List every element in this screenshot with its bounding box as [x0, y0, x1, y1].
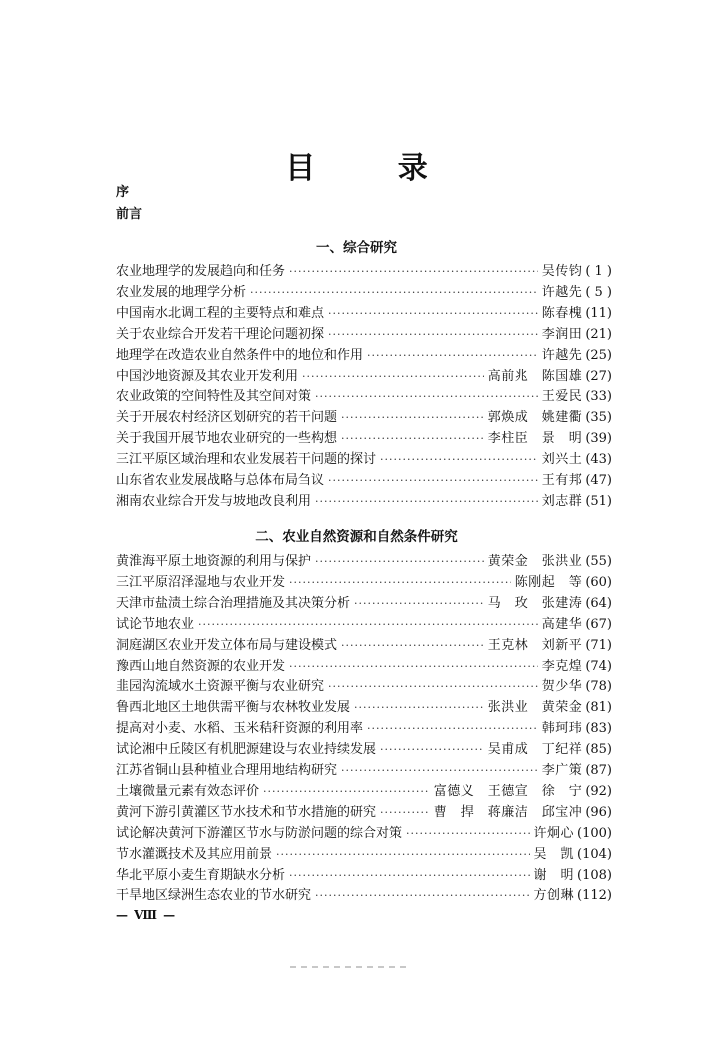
entry-page: (25) [585, 347, 612, 363]
entry-authors: 许越先 [541, 347, 583, 363]
entry-authors: 曹 捍 蒋廉洁 邱宝冲 [433, 804, 583, 820]
entry-page: (92) [585, 783, 612, 799]
entry-authors: 王有邦 [541, 473, 583, 488]
toc-entry [116, 698, 612, 717]
entry-authors: 马 玫 张建涛 [487, 595, 583, 611]
entry-page: ( 1 ) [585, 264, 612, 279]
entry-authors: 刘志群 [541, 493, 583, 509]
entry-page: (64) [585, 595, 612, 611]
entry-title: 农业发展的地理学分析 [116, 284, 247, 300]
entry-authors: 谢 明 [533, 867, 575, 883]
toc-entry [116, 824, 612, 843]
entry-title: 节水灌溉技术及其应用前景 [116, 846, 273, 862]
toc-entry [116, 594, 612, 613]
dot-leader [341, 408, 484, 427]
entry-page: (39) [585, 431, 612, 447]
entry-title: 提高对小麦、水稻、玉米秸秆资源的利用率 [116, 721, 364, 737]
entry-page: (100) [577, 825, 612, 841]
toc-entry [116, 886, 612, 905]
entry-authors: 韩珂玮 [541, 721, 583, 737]
entry-page: (87) [585, 763, 612, 778]
dot-leader [406, 824, 530, 843]
page-number: — Ⅷ — [116, 908, 177, 922]
entry-title: 农业政策的空间特性及其空间对策 [116, 389, 312, 405]
entry-page: (112) [577, 888, 612, 904]
entry-authors: 李润田 [541, 326, 583, 342]
entry-title: 农业地理学的发展趋向和任务 [116, 264, 286, 279]
entry-authors: 高前兆 陈国雄 [487, 368, 583, 384]
dot-leader [263, 782, 430, 801]
entry-page: (67) [585, 616, 612, 632]
entry-authors: 高建华 [541, 616, 583, 632]
scan-artifact [290, 966, 410, 968]
entry-title: 湘南农业综合开发与坡地改良利用 [116, 493, 312, 509]
dot-leader [367, 719, 538, 738]
dot-leader [289, 573, 511, 592]
entry-authors: 富德义 王德宣 徐 宁 [433, 783, 583, 799]
entry-authors: 黄荣金 张洪业 [487, 554, 583, 569]
entry-authors: 李克煌 [541, 658, 583, 674]
entry-page: (51) [585, 493, 612, 509]
entry-title: 洞庭湖区农业开发立体布局与建设模式 [116, 637, 338, 653]
dot-leader [354, 698, 484, 717]
toc-entry [116, 450, 612, 469]
entry-authors: 陈刚起 等 [514, 574, 583, 590]
entry-authors: 吴传钧 [541, 264, 583, 279]
toc-entry [116, 492, 612, 511]
entry-title: 中国沙地资源及其农业开发利用 [116, 368, 299, 384]
dot-leader [289, 657, 538, 676]
entry-authors: 刘兴土 [541, 452, 583, 468]
dot-leader [315, 492, 538, 511]
entry-authors: 李柱臣 景 明 [487, 431, 583, 447]
toc-entry [116, 615, 612, 634]
entry-title: 试论节地农业 [116, 616, 195, 632]
page-title: 目 录 [285, 151, 464, 186]
entry-page: (108) [577, 867, 612, 883]
entry-page: (27) [585, 368, 612, 384]
dot-leader [328, 304, 538, 323]
entry-title: 黄河下游引黄灌区节水技术和节水措施的研究 [116, 804, 377, 820]
dot-leader [289, 262, 538, 281]
toc-entry [116, 283, 612, 302]
dot-leader [341, 636, 484, 655]
toc-entry [116, 636, 612, 655]
toc-entry [116, 304, 612, 323]
front-matter-foreword: 前言 [116, 207, 143, 222]
toc-entry [116, 346, 612, 365]
dot-leader [328, 677, 538, 696]
entry-title: 中国南水北调工程的主要特点和难点 [116, 305, 325, 321]
toc-entry [116, 471, 612, 490]
dot-leader [380, 450, 538, 469]
entry-authors: 许越先 [541, 284, 583, 300]
entry-authors: 陈春槐 [541, 305, 583, 321]
entry-title: 江苏省铜山县种植业合理用地结构研究 [116, 763, 338, 778]
entry-title: 关于农业综合开发若干理论问题初探 [116, 326, 325, 342]
dot-leader [315, 552, 484, 571]
entry-title: 关于我国开展节地农业研究的一些构想 [116, 431, 338, 447]
entry-title: 三江平原沼泽湿地与农业开发 [116, 574, 286, 590]
entry-page: (60) [585, 574, 612, 590]
entry-title: 土壤微量元素有效态评价 [116, 783, 260, 799]
entry-authors: 贺少华 [541, 679, 583, 695]
entry-page: ( 5 ) [585, 284, 612, 300]
entry-page: (78) [585, 679, 612, 695]
dot-leader [289, 866, 530, 885]
dot-leader [276, 845, 530, 864]
toc-entry [116, 782, 612, 801]
dot-leader [250, 283, 538, 302]
entry-title: 韭园沟流域水土资源平衡与农业研究 [116, 679, 325, 695]
dot-leader [315, 387, 538, 406]
entry-authors: 郭焕成 姚建衢 [487, 410, 583, 426]
entry-authors: 吴 凯 [533, 846, 575, 862]
entry-title: 地理学在改造农业自然条件中的地位和作用 [116, 347, 364, 363]
toc-entry [116, 573, 612, 592]
toc-entry [116, 429, 612, 448]
entry-authors: 王克林 刘新平 [487, 637, 583, 653]
entry-page: (85) [585, 742, 612, 758]
entry-authors: 张洪业 黄荣金 [487, 700, 583, 716]
toc-entry [116, 761, 612, 780]
section-heading: 二、农业自然资源和自然条件研究 [255, 529, 458, 545]
dot-leader [380, 740, 484, 759]
dot-leader [328, 471, 538, 490]
dot-leader [302, 367, 484, 386]
dot-leader [315, 886, 530, 905]
dot-leader [341, 429, 484, 448]
entry-title: 天津市盐渍土综合治理措施及其决策分析 [116, 595, 351, 611]
front-matter-preface: 序 [116, 185, 130, 200]
entry-page: (74) [585, 658, 612, 674]
dot-leader [328, 325, 538, 344]
entry-page: (21) [585, 326, 612, 342]
entry-page: (55) [585, 554, 612, 569]
toc-entry [116, 803, 612, 822]
entry-title: 豫西山地自然资源的农业开发 [116, 658, 286, 674]
toc-entry [116, 719, 612, 738]
dot-leader [198, 615, 538, 634]
entry-title: 华北平原小麦生育期缺水分析 [116, 867, 286, 883]
entry-title: 试论解决黄河下游灌区节水与防淤问题的综合对策 [116, 825, 403, 841]
toc-entry [116, 677, 612, 696]
toc-entry [116, 387, 612, 406]
entry-page: (104) [577, 846, 612, 862]
toc-entry [116, 408, 612, 427]
entry-page: (83) [585, 721, 612, 737]
entry-page: (11) [585, 305, 612, 321]
entry-title: 山东省农业发展战略与总体布局刍议 [116, 473, 325, 488]
toc-entry [116, 866, 612, 885]
toc-entry [116, 262, 612, 281]
dot-leader [380, 803, 430, 822]
toc-entry [116, 552, 612, 571]
entry-page: (71) [585, 637, 612, 653]
entry-title: 鲁西北地区土地供需平衡与农林牧业发展 [116, 700, 351, 716]
section-heading: 一、综合研究 [316, 240, 397, 256]
toc-entry [116, 740, 612, 759]
entry-authors: 李广策 [541, 763, 583, 778]
dot-leader [367, 346, 538, 365]
entry-title: 试论湘中丘陵区有机肥源建设与农业持续发展 [116, 742, 377, 758]
entry-page: (81) [585, 700, 612, 716]
dot-leader [341, 761, 538, 780]
entry-page: (43) [585, 452, 612, 468]
toc-entry [116, 657, 612, 676]
entry-authors: 吴甫成 丁纪祥 [487, 742, 583, 758]
toc-entry [116, 845, 612, 864]
entry-page: (33) [585, 389, 612, 405]
entry-page: (35) [585, 410, 612, 426]
toc-entry [116, 325, 612, 344]
dot-leader [354, 594, 484, 613]
entry-page: (96) [585, 804, 612, 820]
entry-title: 关于开展农村经济区划研究的若干问题 [116, 410, 338, 426]
entry-authors: 方创琳 [533, 888, 575, 904]
entry-title: 三江平原区域治理和农业发展若干问题的探讨 [116, 452, 377, 468]
toc-entry [116, 367, 612, 386]
entry-page: (47) [585, 473, 612, 488]
entry-title: 黄淮海平原土地资源的利用与保护 [116, 554, 312, 569]
entry-title: 干旱地区绿洲生态农业的节水研究 [116, 888, 312, 904]
entry-authors: 许炯心 [533, 825, 575, 841]
entry-authors: 王爱民 [541, 389, 583, 405]
